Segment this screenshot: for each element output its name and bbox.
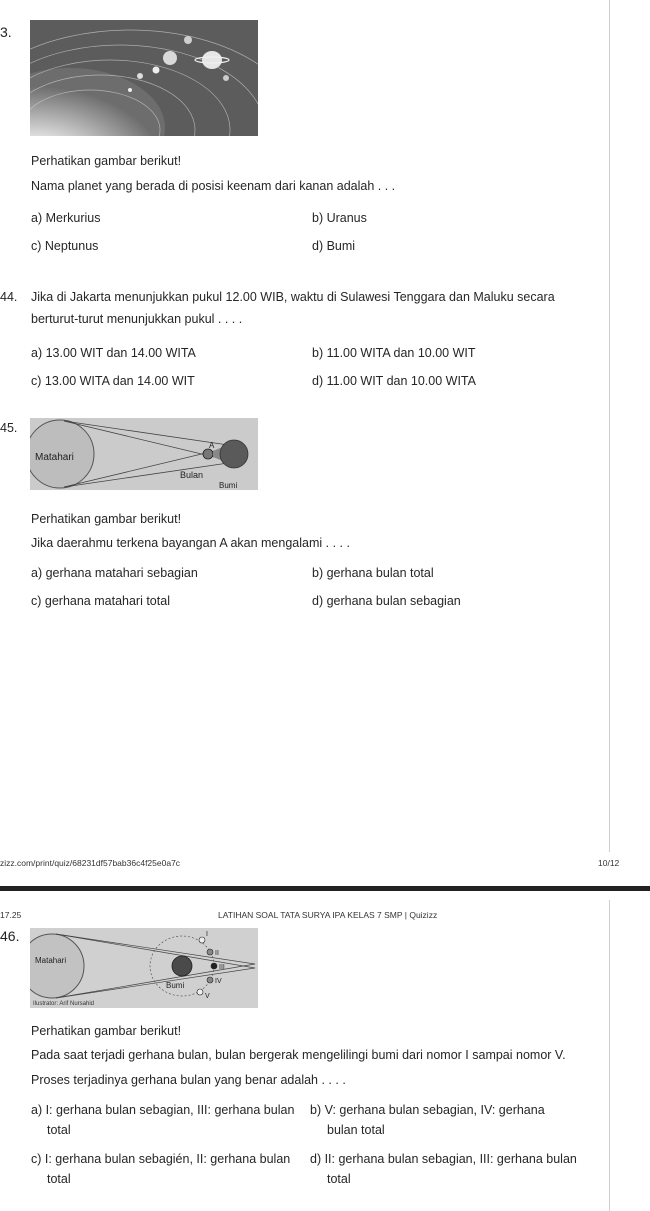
moon-position-3: III bbox=[219, 964, 225, 971]
q43-option-b[interactable]: b) Uranus bbox=[312, 211, 367, 225]
q46-question-line1: Pada saat terjadi gerhana bulan, bulan bergerak mengelilingi bumi dari nomor I sampai nomor V. bbox=[31, 1048, 566, 1062]
q45-option-c[interactable]: c) gerhana matahari total bbox=[31, 594, 170, 608]
q46-option-d[interactable] bbox=[310, 1152, 600, 1186]
page-border-right bbox=[609, 0, 610, 852]
earth-label-2: Bumi bbox=[166, 981, 185, 990]
q45-option-a[interactable]: a) gerhana matahari sebagian bbox=[31, 566, 198, 580]
q46-option-c[interactable] bbox=[31, 1152, 306, 1186]
solar-system-illustration bbox=[30, 20, 258, 136]
question-number-45: 45. bbox=[0, 421, 18, 435]
q45-option-b[interactable]: b) gerhana bulan total bbox=[312, 566, 434, 580]
q46-option-b-line1: b) V: gerhana bulan sebagian, IV: gerhana bbox=[310, 1103, 545, 1117]
moon-position-4: IV bbox=[215, 978, 222, 985]
print-header-time: 17.25 bbox=[0, 910, 22, 920]
solar-eclipse-diagram bbox=[30, 418, 258, 490]
print-header-title: LATIHAN SOAL TATA SURYA IPA KELAS 7 SMP | Quizizz bbox=[218, 910, 438, 920]
q43-option-d[interactable]: d) Bumi bbox=[312, 239, 356, 253]
q46-option-b[interactable] bbox=[310, 1103, 600, 1137]
page-footer-url: zizz.com/print/quiz/68231df57bab36c4f25e0a7c bbox=[0, 858, 181, 868]
illustrator-credit: Ilustrator: Arif Nursahid bbox=[33, 1001, 95, 1007]
q46-option-a-line1: a) I: gerhana bulan sebagian, III: gerhana bulan bbox=[31, 1103, 295, 1117]
question-number-44: 44. bbox=[0, 290, 18, 304]
q46-option-a[interactable] bbox=[31, 1103, 306, 1137]
q46-option-d-line1: d) II: gerhana bulan sebagian, III: gerhana bulan bbox=[310, 1152, 577, 1166]
q43-option-c[interactable]: c) Neptunus bbox=[31, 239, 99, 253]
q46-option-c-line1: c) I: gerhana bulan sebagién, II: gerhana bulan bbox=[31, 1152, 291, 1166]
moon-position-1: I bbox=[206, 931, 208, 938]
q44-question-line2: berturut-turut menunjukkan pukul . . . . bbox=[31, 312, 243, 326]
q46-option-a-line2: total bbox=[47, 1123, 71, 1137]
q44-question-line1: Jika di Jakarta menunjukkan pukul 12.00 WIB, waktu di Sulawesi Tenggara dan Maluku secara bbox=[31, 290, 555, 304]
sun-label-2: Matahari bbox=[35, 956, 67, 965]
shadow-label-a: A bbox=[209, 441, 215, 450]
q44-option-b[interactable]: b) 11.00 WITA dan 10.00 WIT bbox=[312, 346, 476, 360]
q45-question: Jika daerahmu terkena bayangan A akan mengalami . . . . bbox=[31, 536, 350, 550]
page-footer-number: 10/12 bbox=[598, 858, 620, 868]
q43-question: Nama planet yang berada di posisi keenam dari kanan adalah . . . bbox=[31, 179, 396, 193]
q46-option-d-line2: total bbox=[327, 1172, 351, 1186]
moon-label: Bulan bbox=[180, 470, 204, 480]
q44-option-d[interactable]: d) 11.00 WIT dan 10.00 WITA bbox=[312, 374, 476, 388]
earth-label: Bumi bbox=[219, 481, 238, 490]
q46-instruction: Perhatikan gambar berikut! bbox=[31, 1024, 182, 1038]
q45-option-d[interactable]: d) gerhana bulan sebagian bbox=[312, 594, 461, 608]
lunar-eclipse-diagram bbox=[30, 928, 258, 1008]
q43-option-a[interactable]: a) Merkurius bbox=[31, 211, 101, 225]
q46-option-b-line2: bulan total bbox=[327, 1123, 385, 1137]
q43-instruction: Perhatikan gambar berikut! bbox=[31, 154, 182, 168]
q45-instruction: Perhatikan gambar berikut! bbox=[31, 512, 182, 526]
q46-question-line2: Proses terjadinya gerhana bulan yang benar adalah . . . . bbox=[31, 1073, 346, 1087]
sun-label: Matahari bbox=[35, 452, 74, 463]
question-number-46: 46. bbox=[0, 928, 20, 944]
moon-position-2: II bbox=[215, 950, 219, 957]
page-break bbox=[0, 886, 650, 891]
q44-option-c[interactable]: c) 13.00 WITA dan 14.00 WIT bbox=[31, 374, 195, 388]
question-number-43: 3. bbox=[0, 24, 12, 40]
page-border-right-2 bbox=[609, 900, 610, 1211]
q46-option-c-line2: total bbox=[47, 1172, 71, 1186]
eclipse-diagram-image bbox=[30, 418, 258, 490]
moon-position-5: V bbox=[205, 993, 210, 1000]
lunar-eclipse-diagram-image bbox=[30, 928, 258, 1008]
q44-option-a[interactable]: a) 13.00 WIT dan 14.00 WITA bbox=[31, 346, 196, 360]
solar-system-image bbox=[30, 20, 258, 136]
